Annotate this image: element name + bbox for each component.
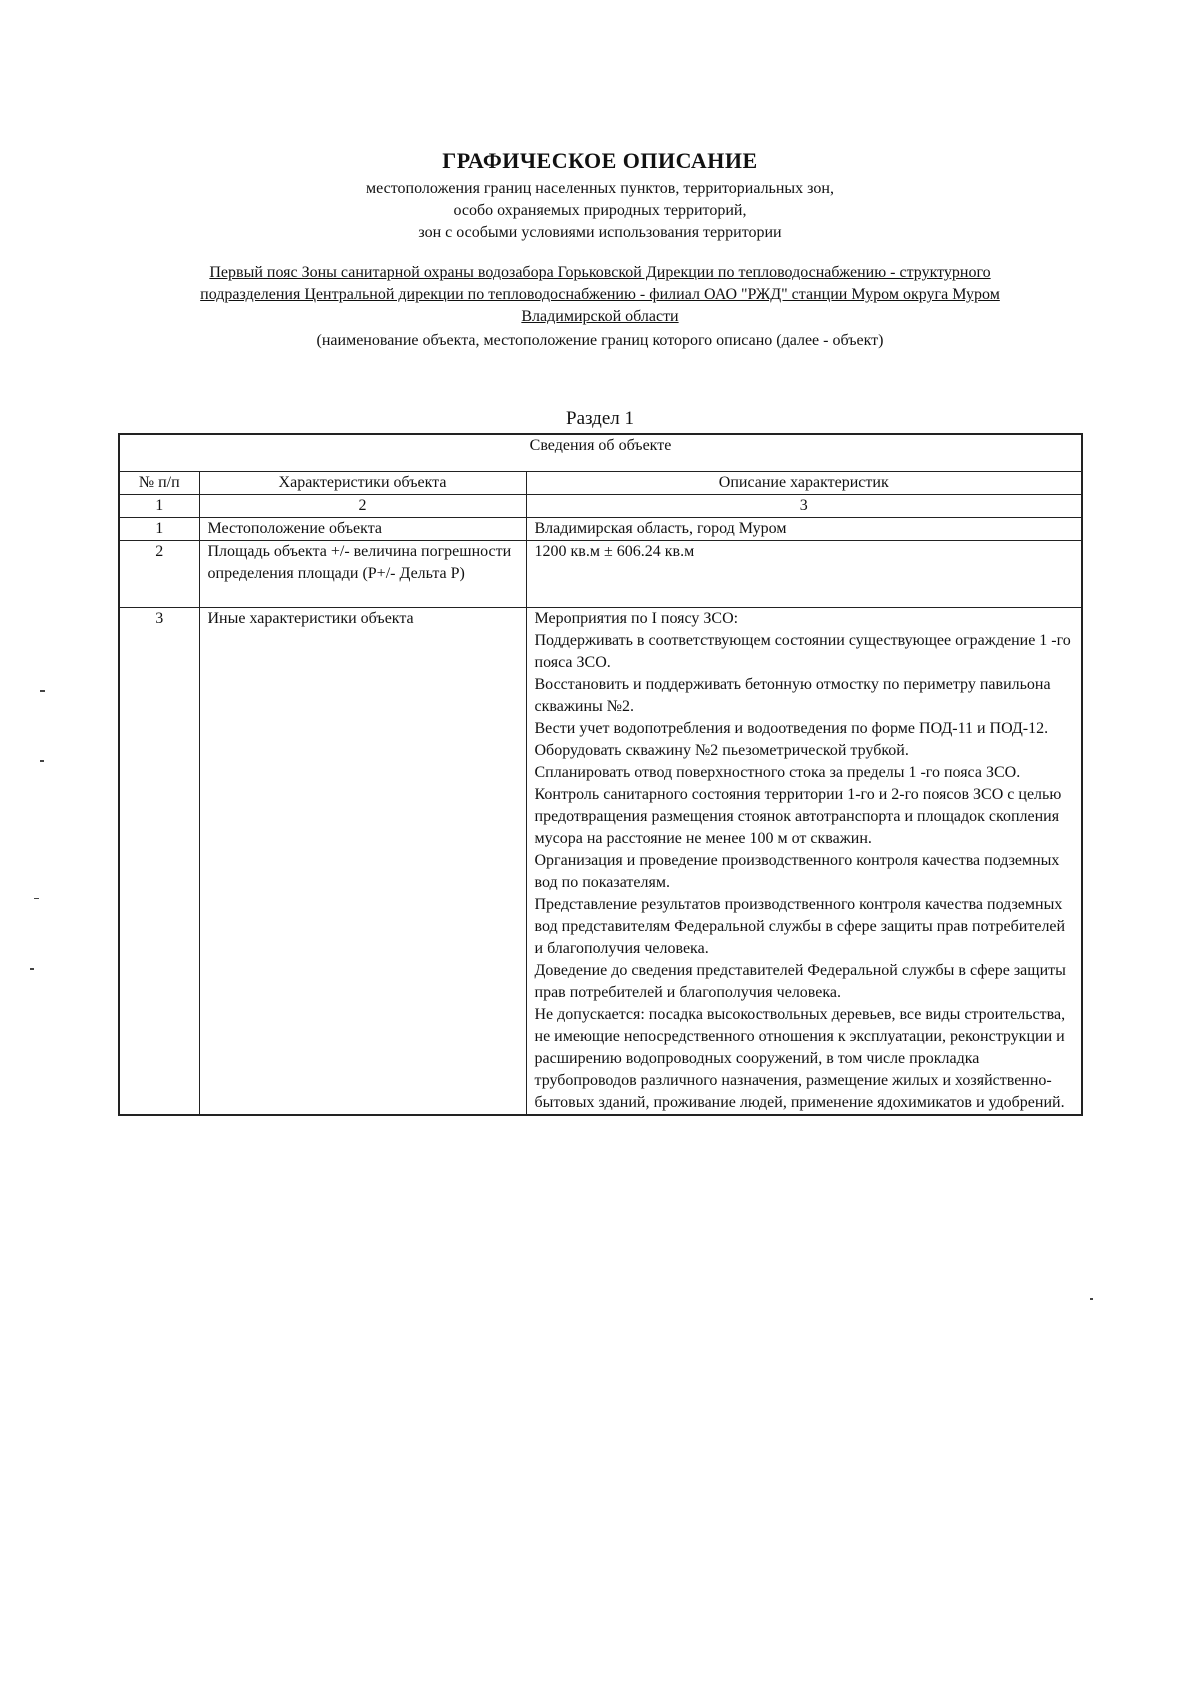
row-number: 2 xyxy=(119,541,199,608)
measure-item: Восстановить и поддерживать бетонную отмостку по периметру павильона скважины №2. xyxy=(534,676,1051,715)
scan-mark xyxy=(40,760,44,762)
column-number: 1 xyxy=(119,495,199,518)
column-number: 2 xyxy=(199,495,526,518)
measure-item: Контроль санитарного состояния территории 1-го и 2-го поясов ЗСО с целью предотвращения размещения стоянок автотранспорта и площадок скопления мусора на расстояние не менее 100 м от скважин. xyxy=(534,786,1062,847)
measure-item: Спланировать отвод поверхностного стока за пределы 1 -го пояса ЗСО. xyxy=(534,764,1021,781)
column-header-description: Описание характеристик xyxy=(526,472,1082,495)
scan-mark xyxy=(40,690,45,692)
row-characteristic: Иные характеристики объекта xyxy=(199,608,526,1116)
row-description: 1200 кв.м ± 606.24 кв.м xyxy=(526,541,1082,608)
document-title: ГРАФИЧЕСКОЕ ОПИСАНИЕ xyxy=(442,148,758,173)
column-header-number: № п/п xyxy=(119,472,199,495)
object-name-line: Первый пояс Зоны санитарной охраны водозабора Горьковской Дирекции по тепловодоснабжению - структурного xyxy=(209,264,991,281)
scan-mark xyxy=(34,898,39,899)
measure-item: Представление результатов производственного контроля качества подземных вод представителям Федеральной службы в сфере защиты прав потребителей и благополучия человека. xyxy=(534,896,1066,957)
scan-mark xyxy=(30,968,34,970)
table-row xyxy=(119,608,1082,1116)
measure-item: Доведение до сведения представителей Федеральной службы в сфере защиты прав потребителей и благополучия человека. xyxy=(534,962,1066,1001)
object-name-line: подразделения Центральной дирекции по тепловодоснабжению - филиал ОАО "РЖД" станции Муром округа Муром xyxy=(200,286,1000,303)
row-number: 3 xyxy=(119,608,199,1116)
table-title: Сведения об объекте xyxy=(119,434,1082,472)
measure-item: Мероприятия по I поясу ЗСО: xyxy=(534,610,739,627)
row-characteristic: Площадь объекта +/- величина погрешности определения площади (Р+/- Дельта Р) xyxy=(199,541,526,608)
subtitle-line: особо охраняемых природных территорий, xyxy=(453,202,747,219)
section-title: Раздел 1 xyxy=(566,408,634,429)
table-header-row xyxy=(119,472,1082,495)
measure-item: Оборудовать скважину №2 пьезометрической трубкой. xyxy=(534,742,909,759)
object-name-line: Владимирской области xyxy=(521,308,679,325)
subtitle-line: местоположения границ населенных пунктов, территориальных зон, xyxy=(366,180,834,197)
subtitle-line: зон с особыми условиями использования территории xyxy=(418,224,782,241)
row-number: 1 xyxy=(119,518,199,541)
table-title-row xyxy=(119,434,1082,472)
object-name xyxy=(120,262,1080,328)
measure-item: Поддерживать в соответствующем состоянии существующее ограждение 1 -го пояса ЗСО. xyxy=(534,632,1071,671)
row-characteristic: Местоположение объекта xyxy=(199,518,526,541)
table-row xyxy=(119,541,1082,608)
column-number: 3 xyxy=(526,495,1082,518)
row-description: Владимирская область, город Муром xyxy=(526,518,1082,541)
scan-mark xyxy=(1090,1298,1093,1300)
measure-item: Организация и проведение производственного контроля качества подземных вод по показателям. xyxy=(534,852,1060,891)
measure-item: Не допускается: посадка высокоствольных деревьев, все виды строительства, не имеющие непосредственного отношения к эксплуатации, реконструкции и расширению водопроводных сооружений, в том числе прокладка трубопроводов различного назначения, размещение жилых и хозяйственно-бытовых зданий, проживание людей, применение ядохимикатов и удобрений. xyxy=(534,1006,1066,1111)
measure-item: Вести учет водопотребления и водоотведения по форме ПОД-11 и ПОД-12. xyxy=(534,720,1049,737)
object-caption: (наименование объекта, местоположение границ которого описано (далее - объект) xyxy=(316,332,884,349)
table-row xyxy=(119,518,1082,541)
row-description-measures xyxy=(526,608,1082,1116)
object-info-table xyxy=(118,433,1083,1116)
document-subtitle xyxy=(0,178,1200,244)
column-number-row xyxy=(119,495,1082,518)
column-header-characteristic: Характеристики объекта xyxy=(199,472,526,495)
